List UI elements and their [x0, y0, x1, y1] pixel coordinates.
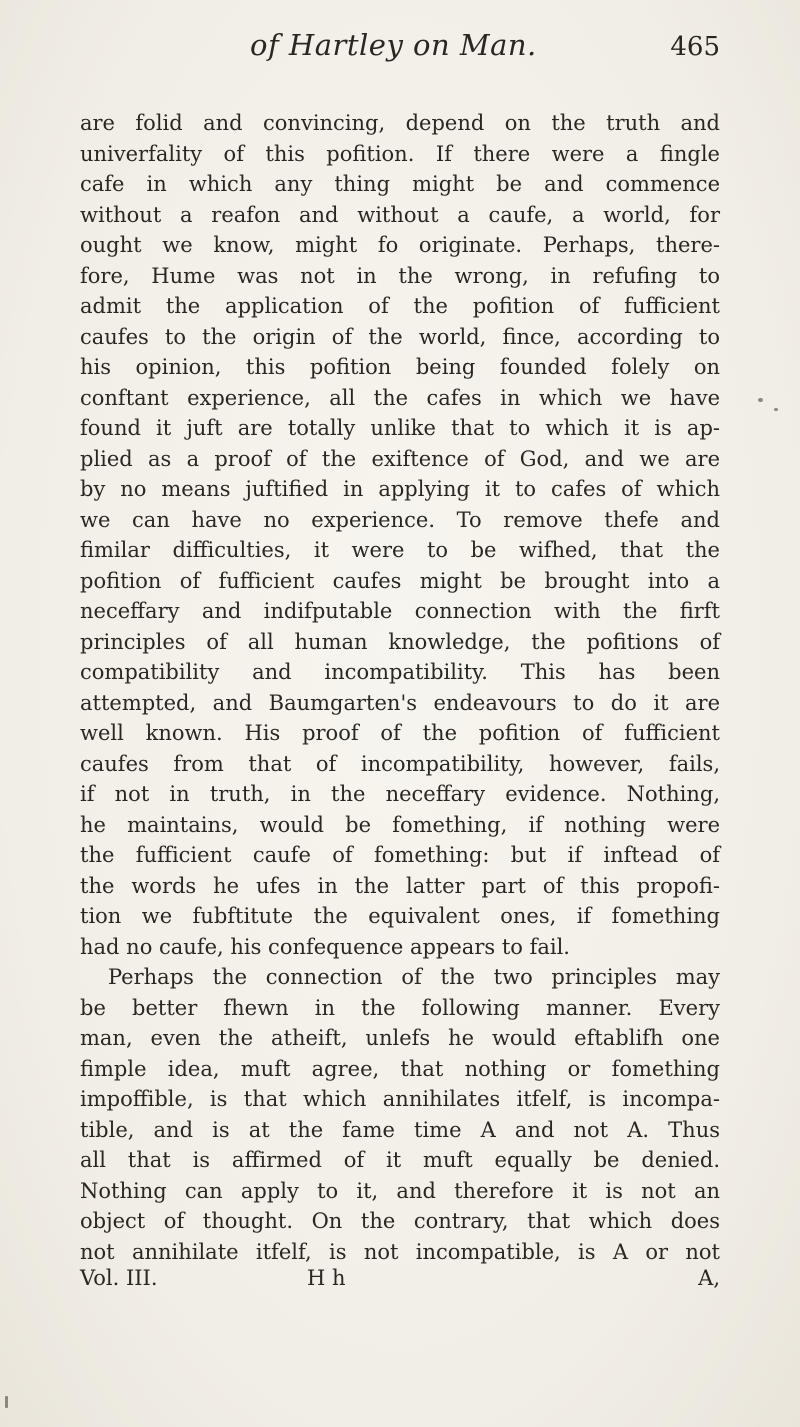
body-text — [80, 108, 720, 1267]
running-head: of Hartley on Man. — [250, 28, 537, 62]
text-line: man, even the atheift, unlefs he would eftablifh one — [80, 1026, 720, 1050]
ink-speck — [774, 408, 778, 411]
text-line: the fufficient caufe of fomething: but if inftead of — [80, 843, 720, 867]
text-line: fimilar difficulties, it were to be wifhed, that the — [80, 538, 720, 562]
text-line: without a reafon and without a caufe, a world, for — [80, 202, 720, 227]
text-line: cafe in which any thing might be and commence — [80, 172, 720, 196]
page-number: 465 — [670, 32, 720, 62]
text-line: if not in truth, in the neceffary evidence. Nothing, — [80, 782, 720, 806]
text-line: are folid and convincing, depend on the truth and — [80, 111, 720, 135]
text-line: admit the application of the pofition of fufficient — [80, 294, 720, 318]
text-line: fimple idea, muft agree, that nothing or fomething — [80, 1056, 720, 1081]
ink-speck — [5, 1396, 8, 1408]
text-line: Nothing can apply to it, and therefore it is not an — [80, 1178, 720, 1203]
text-line: principles of all human knowledge, the pofitions of — [80, 629, 720, 654]
text-line: be better fhewn in the following manner. Every — [80, 995, 720, 1020]
text-line: caufes from that of incompatibility, however, fails, — [80, 751, 720, 776]
text-line: all that is affirmed of it muft equally be denied. — [80, 1148, 720, 1172]
text-line: tible, and is at the fame time A and not A. Thus — [80, 1117, 720, 1142]
text-line: attempted, and Baumgarten's endeavours to do it are — [80, 690, 720, 715]
text-line: Perhaps the connection of the two principles may — [108, 965, 720, 989]
text-line: caufes to the origin of the world, fince, according to — [80, 324, 720, 349]
text-line: tion we fubftitute the equivalent ones, if fomething — [80, 904, 720, 928]
text-line: conftant experience, all the cafes in which we have — [80, 385, 720, 410]
text-line: found it juft are totally unlike that to which it is ap- — [80, 416, 720, 440]
page-footer — [80, 1266, 720, 1296]
text-line: by no means juftified in applying it to cafes of which — [80, 477, 720, 501]
text-line: ought we know, might fo originate. Perhaps, there- — [80, 233, 720, 257]
ink-speck — [758, 398, 763, 402]
signature-mark: H h — [307, 1266, 346, 1290]
catchword: A, — [698, 1266, 720, 1290]
page-header — [250, 22, 720, 78]
paragraph-1 — [80, 108, 720, 962]
text-line: the words he ufes in the latter part of this propofi- — [80, 873, 720, 898]
text-line: object of thought. On the contrary, that which does — [80, 1209, 720, 1233]
text-line: well known. His proof of the pofition of fufficient — [80, 721, 720, 745]
text-line: pofition of fufficient caufes might be brought into a — [80, 568, 720, 593]
text-line: had no caufe, his confequence appears to fail. — [80, 934, 570, 959]
text-line: impoffible, is that which annihilates itfelf, is incompa- — [80, 1087, 720, 1111]
text-line: he maintains, would be fomething, if nothing were — [80, 812, 720, 837]
text-line: compatibility and incompatibility. This has been — [80, 660, 720, 684]
text-line: univerfality of this pofition. If there were a fingle — [80, 141, 720, 166]
text-line: not annihilate itfelf, is not incompatible, is A or not — [80, 1239, 720, 1264]
text-line: neceffary and indifputable connection with the firft — [80, 599, 720, 623]
volume-signature: Vol. III. — [80, 1266, 158, 1290]
text-line: we can have no experience. To remove thefe and — [80, 507, 720, 532]
text-line: plied as a proof of the exiftence of God, and we are — [80, 446, 720, 471]
paragraph-2 — [80, 962, 720, 1267]
text-line: fore, Hume was not in the wrong, in refufing to — [80, 263, 720, 288]
text-line: his opinion, this pofition being founded folely on — [80, 355, 720, 379]
